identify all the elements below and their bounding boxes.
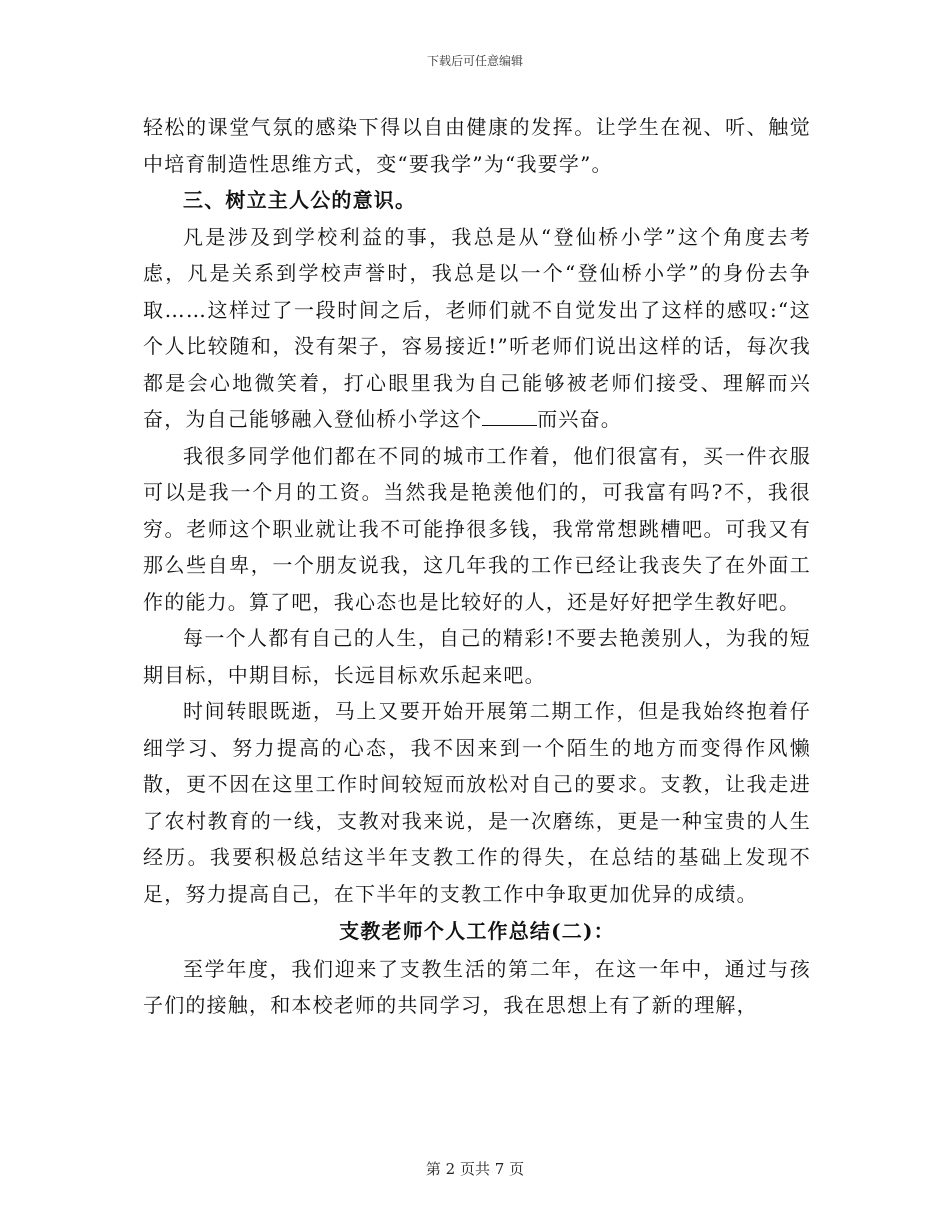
paragraph-second-term: 时间转眼既逝，马上又要开始开展第二期工作，但是我始终抱着仔细学习、努力提高的心态，我不因来到一个陌生的地方而变得作风懒散，更不因在这里工作时间较短而放松对自己的要求。支教，让我走进了农村教育的一线，支教对我来说，是一次磨练，更是一种宝贵的人生经历。我要积极总结这半年支教工作的得失，在总结的基础上发现不足，努力提高自己，在下半年的支教工作中争取更加优异的成绩。 <box>143 699 811 906</box>
paragraph-text: 凡是涉及到学校利益的事，我总是从“登仙桥小学”这个角度去考虑，凡是关系到学校声誉时，我总是以一个“登仙桥小学”的身份去争取……这样过了一段时间之后，老师们就不自觉发出了这样的感叹:“这个人比较随和，没有架子，容易接近!”听老师们说出这样的话，每次我都是会心地微笑着，打心眼里我为自己能够被老师们接受、理解而兴奋，为自己能够融入登仙桥小学这个 <box>143 224 811 431</box>
paragraph-text-end: 而兴奋。 <box>537 407 623 431</box>
page-header-note: 下载后可任意编辑 <box>426 54 523 68</box>
page-number-footer: 第 2 页共 7 页 <box>425 1160 525 1178</box>
paragraph-second-year: 至学年度，我们迎来了支教生活的第二年，在这一年中，通过与孩子们的接触，和本校老师的共同学习，我在思想上有了新的理解， <box>143 956 811 1017</box>
section-title-two: 支教老师个人工作总结(二)： <box>339 919 615 943</box>
fill-blank-line <box>482 424 537 426</box>
section-heading-three: 三、树立主人公的意识。 <box>183 188 417 212</box>
document-body <box>143 109 811 1024</box>
paragraph-classmates: 我很多同学他们都在不同的城市工作着，他们很富有，买一件衣服可以是我一个月的工资。当然我是艳羡他们的，可我富有吗?不，我很穷。老师这个职业就让我不可能挣很多钱，我常常想跳槽吧。可我又有那么些自卑，一个朋友说我，这几年我的工作已经让我丧失了在外面工作的能力。算了吧，我心态也是比较好的人，还是好好把学生教好吧。 <box>143 443 811 614</box>
paragraph-school-interest <box>143 219 811 438</box>
paragraph-continuation: 轻松的课堂气氛的感染下得以自由健康的发挥。让学生在视、听、触觉中培育制造性思维方式，变“要我学”为“我要学”。 <box>143 115 811 176</box>
paragraph-goals: 每一个人都有自己的人生，自己的精彩!不要去艳羡别人，为我的短期目标，中期目标，长远目标欢乐起来吧。 <box>143 626 811 687</box>
